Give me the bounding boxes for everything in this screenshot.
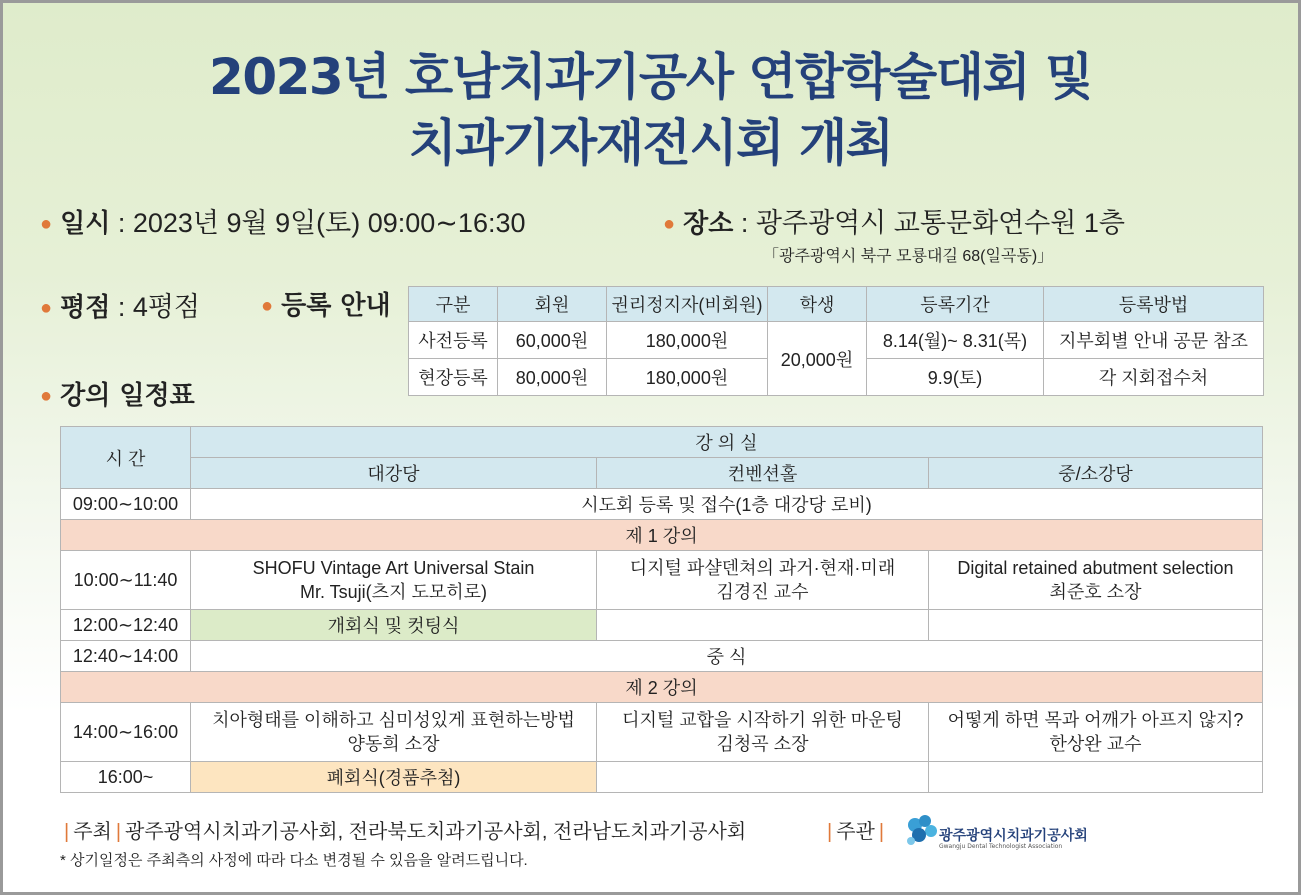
logo-subtitle: Gwangju Dental Technologist Association [939,843,1063,850]
session-speaker: 김경진 교수 [716,582,809,602]
header-member: 회원 [498,287,607,322]
session-speaker: 한상완 교수 [1049,734,1142,754]
registration-table [408,286,1264,396]
tooth-flower-icon [903,813,943,857]
member-fee: 60,000원 [498,322,607,359]
empty-cell [597,610,929,641]
session-speaker: 김청곡 소장 [716,734,809,754]
header-method: 등록방법 [1044,287,1264,322]
organizers: 광주광역시치과기공사회, 전라북도치과기공사회, 전라남도치과기공사회 [125,821,747,843]
reg-method: 각 지회접수처 [1044,359,1264,396]
session-speaker: Mr. Tsuji(츠지 도모히로) [300,582,487,602]
empty-cell [929,762,1263,793]
header-period: 등록기간 [867,287,1044,322]
session-cell [191,551,597,610]
reg-method: 지부회별 안내 공문 참조 [1044,322,1264,359]
room-header: 강 의 실 [191,427,1263,458]
footnote: * 상기일정은 주최측의 사정에 따라 다소 변경될 수 있음을 알려드립니다. [60,852,528,869]
association-logo [903,813,1103,861]
divider: | [878,821,885,843]
time-cell: 12:40∼14:00 [61,641,191,672]
place-value: : 광주광역시 교통문화연수원 1층 [733,208,1125,238]
session-cell [929,703,1263,762]
schedule-table [60,426,1263,793]
credit-info [40,285,200,324]
host-line [823,815,888,844]
room-small-hall: 중/소강당 [929,458,1263,489]
room-names-row [61,458,1263,489]
schedule-label: 강의 일정표 [60,381,195,411]
nonmember-fee: 180,000원 [607,322,768,359]
time-header: 시 간 [61,427,191,489]
title-line-1: 2023년 호남치과기공사 연합학술대회 및 [209,48,1092,106]
reg-type: 현장등록 [409,359,498,396]
schedule-header-row [61,427,1263,458]
session-title: Digital retained abutment selection [957,557,1234,578]
session-cell [191,703,597,762]
credit-value: : 4평점 [110,292,201,322]
host-label: 주관 [836,821,875,843]
registration-session: 시도회 등록 및 접수(1층 대강당 로비) [191,489,1263,520]
closing-ceremony: 폐회식(경품추첨) [191,762,597,793]
session-cell [597,703,929,762]
room-main-hall: 대강당 [191,458,597,489]
logo-name: 광주광역시치과기공사회 [939,828,1088,844]
member-fee: 80,000원 [498,359,607,396]
session-cell [597,551,929,610]
credit-label: 평점 [60,293,111,323]
reg-type: 사전등록 [409,322,498,359]
empty-cell [929,610,1263,641]
place-label: 장소 [683,209,734,239]
nonmember-fee: 180,000원 [607,359,768,396]
lecture-divider [61,672,1263,703]
session-cell [929,551,1263,610]
time-cell: 09:00∼10:00 [61,489,191,520]
bullet-icon: ● [261,295,274,318]
header-category: 구분 [409,287,498,322]
student-fee: 20,000원 [768,322,867,396]
bullet-icon: ● [40,297,53,320]
organizer-line [60,815,746,844]
header-student: 학생 [768,287,867,322]
date-label: 일시 [60,209,111,239]
divider: | [64,821,70,843]
session-title: 치아형태를 이해하고 심미성있게 표현하는방법 [212,709,575,730]
address: 「광주광역시 북구 모룡대길 68(일곡동)」 [763,248,1054,265]
room-convention-hall: 컨벤션홀 [597,458,929,489]
schedule-heading [40,375,195,412]
date-value: : 2023년 9월 9일(토) 09:00∼16:30 [110,208,526,238]
table-row [61,641,1263,672]
title-line-2: 치과기자재전시회 개최 [408,114,893,172]
time-cell: 14:00∼16:00 [61,703,191,762]
table-row [409,322,1264,359]
date-info [40,201,526,240]
registration-label: 등록 안내 [281,291,391,321]
reg-period: 9.9(토) [867,359,1044,396]
table-row [61,762,1263,793]
organizer-label: 주최 [73,821,112,843]
table-row [61,610,1263,641]
bullet-icon: ● [663,213,676,236]
divider: | [827,821,833,843]
session-speaker: 최준호 소장 [1049,582,1142,602]
reg-period: 8.14(월)~ 8.31(목) [867,322,1044,359]
opening-ceremony: 개회식 및 컷팅식 [191,610,597,641]
session-title: SHOFU Vintage Art Universal Stain [252,557,535,578]
lecture-label: 제 1 강의 [61,520,1263,551]
time-cell: 16:00~ [61,762,191,793]
table-row [61,703,1263,762]
table-row [61,551,1263,610]
registration-header-row [409,287,1264,322]
lunch-session: 중 식 [191,641,1263,672]
bullet-icon: ● [40,385,53,408]
place-info [663,201,1125,240]
time-cell: 10:00∼11:40 [61,551,191,610]
lecture-label: 제 2 강의 [61,672,1263,703]
table-row [61,489,1263,520]
session-title: 디지털 파샬덴쳐의 과거·현재·미래 [629,557,896,578]
header-nonmember: 권리정지자(비회원) [607,287,768,322]
bullet-icon: ● [40,213,53,236]
empty-cell [597,762,929,793]
lecture-divider [61,520,1263,551]
divider: | [115,821,122,843]
session-speaker: 양동희 소장 [347,734,440,754]
session-title: 디지털 교합을 시작하기 위한 마운팅 [622,709,903,730]
registration-heading [261,285,391,322]
time-cell: 12:00∼12:40 [61,610,191,641]
session-title: 어떻게 하면 목과 어깨가 아프지 않지? [947,709,1244,730]
